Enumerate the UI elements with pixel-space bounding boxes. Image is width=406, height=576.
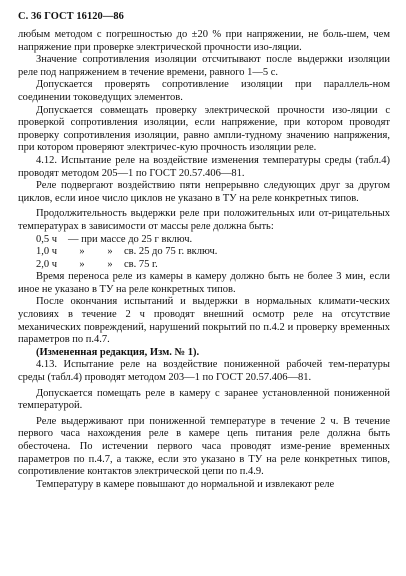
paragraph: Значение сопротивления изоляции отсчитывают после выдержки изоляции реле под напряжением в течение времени, равного 1—5 с. [18, 54, 390, 78]
mass-row [36, 246, 390, 259]
ditto-mark: » [107, 246, 113, 258]
page-header: С. 36 ГОСТ 16120—86 [18, 11, 124, 22]
mass-condition: — при массе до 25 г включ. [68, 233, 193, 245]
ditto-mark: » [107, 258, 113, 270]
paragraph: После окончания испытаний и выдержки в нормальных климати-ческих условиях в течение 2 ч проводят внешний осмотр реле на отсутствие механических повреждений, нарушений покрытий по п.4.2 и проверку временных параметров по п.4.7. [18, 296, 390, 346]
paragraph: Продолжительность выдержки реле при положительных или от-рицательных температурах в зависимости от массы реле должна быть: [18, 208, 390, 232]
duration: 2,0 ч [36, 258, 58, 270]
paragraph: Допускается проверять сопротивление изоляции при параллель-ном соединении токоведущих элементов. [18, 79, 390, 103]
mass-condition: св. 75 г. [124, 258, 158, 270]
ditto-mark: » [79, 246, 85, 258]
duration: 0,5 ч [36, 233, 58, 245]
paragraph: любым методом с погрешностью до ±20 % при напряжении, не боль-шем, чем напряжение при проверке электрической прочности изо-ляции. [18, 29, 390, 53]
edition-note-text: (Измененная редакция, Изм. № 1). [36, 346, 200, 358]
mass-row [36, 259, 390, 272]
mass-row [36, 234, 390, 247]
edition-note [18, 347, 390, 360]
paragraph: Реле выдерживают при пониженной температуре в течение 2 ч. В течение первого часа нахождения реле в камере цепь питания реле должна быть обесточена. По истечении первого часа проводят изме-рение временных параметров по п.4.7, а также, если это указано в ТУ на реле конкретных типов, сопротивление контактов электрической цепи по п.4.9. [18, 415, 390, 478]
paragraph: Время переноса реле из камеры в камеру должно быть не более 3 мин, если иное не указано в ТУ на реле конкретных типов. [18, 271, 390, 295]
section-4-12: 4.12. Испытание реле на воздействие изменения температуры среды (табл.4) проводят методом 205—1 по ГОСТ 20.57.406—81. [18, 154, 390, 179]
paragraph: Допускается помещать реле в камеру с заранее установленной пониженной температурой. [18, 387, 390, 412]
duration: 1,0 ч [36, 246, 58, 258]
paragraph: Температуру в камере повышают до нормальной и извлекают реле [36, 478, 335, 490]
paragraph: Допускается совмещать проверку электрической прочности изо-ляции с проверкой сопротивления изоляции, если напряжение, при котором проводят проверку сопротивления изоляции, равно ампли-тудному значению напряжения, при котором проверяют электричес-кую прочность изоляции реле. [18, 104, 390, 154]
paragraph: Реле подвергают воздействию пяти непрерывно следующих друг за другом циклов, если иное число циклов не указано в ТУ на реле конкретных типов. [18, 180, 390, 204]
ditto-mark: » [79, 258, 85, 270]
section-4-13: 4.13. Испытание реле на воздействие пониженной рабочей тем-пературы среды (табл.4) проводят методом 203—1 по ГОСТ 20.57.406—81. [18, 359, 390, 384]
mass-condition: св. 25 до 75 г. включ. [124, 246, 218, 258]
